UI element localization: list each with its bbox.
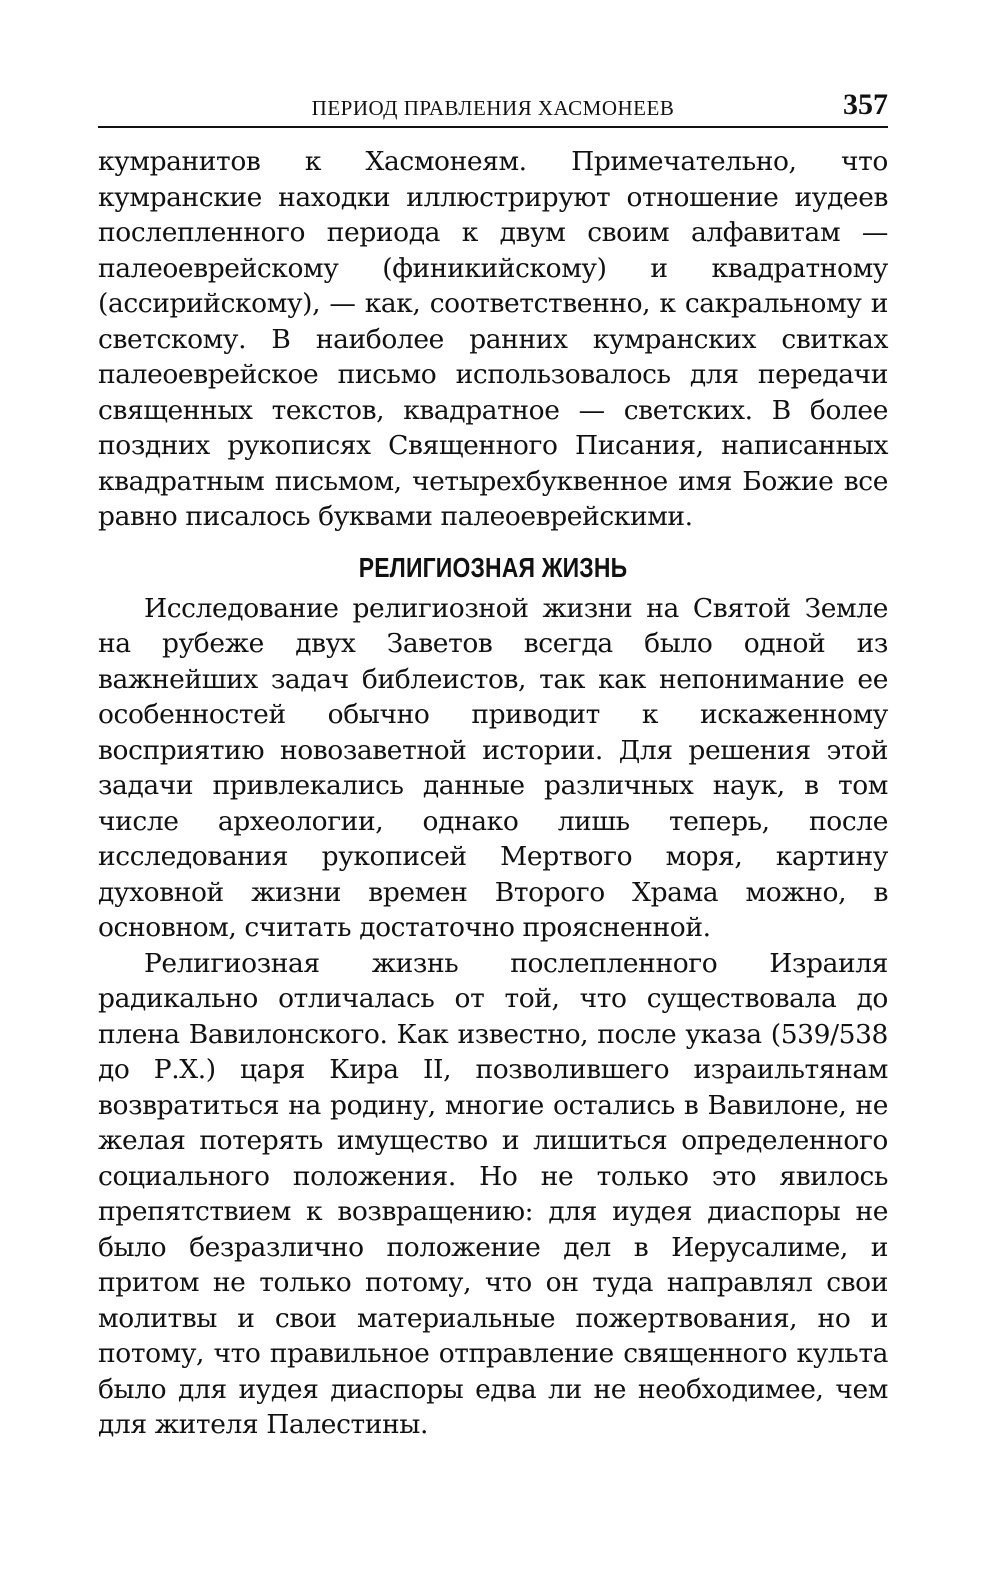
- book-page: [98, 88, 888, 1443]
- running-title: ПЕРИОД ПРАВЛЕНИЯ ХАСМОНЕЕВ: [311, 96, 675, 120]
- running-header: [98, 88, 888, 128]
- body-text: [98, 144, 888, 1443]
- paragraph-1: Исследование религиозной жизни на Святой Земле на рубеже двух Заветов всегда было одной из важнейших задач библеистов, так как непонимание ее особенностей обычно приводит к искаженному восприятию новозаветной истории. Для решения этой задачи привлекались данные различных наук, в том числе археологии, однако лишь теперь, после исследования рукописей Мертвого моря, картину духовной жизни времен Второго Храма можно, в основном, считать достаточно проясненной.: [98, 592, 888, 943]
- continued-paragraph: кумранитов к Хасмонеям. Примечательно, что кумранские находки иллюстрируют отношение иудеев послепленного периода к двум своим алфавитам — палеоеврейскому (финикийскому) и квадратному (ассирийскому), — как, соответственно, к сакральному и светскому. В наиболее ранних кумранских свитках палеоеврейское письмо использовалось для передачи священных текстов, квадратное — светских. В более поздних рукописях Священного Писания, написанных квадратным письмом, четырехбуквенное имя Божие все равно писалось буквами палеоеврейскими.: [98, 146, 888, 532]
- page-number: 357: [843, 88, 888, 121]
- section-heading: РЕЛИГИОЗНАЯ ЖИЗНЬ: [358, 551, 628, 583]
- paragraph-2: Религиозная жизнь послепленного Израиля радикально отличалась от той, что существовала до плена Вавилонского. Как известно, после указа (539/538 до Р.Х.) царя Кира II, позволившего израильтянам возвратиться на родину, многие остались в Вавилоне, не желая потерять имущество и лишиться определенного социального положения. Но не только это явилось препятствием к возвращению: для иудея диаспоры не было безразлично положение дел в Иерусалиме, и притом не только потому, что он туда направлял свои молитвы и свои материальные пожертвования, но и потому, что правильное отправление священного культа было для иудея диаспоры едва ли не необходимее, чем для жителя Палестины.: [98, 947, 888, 1440]
